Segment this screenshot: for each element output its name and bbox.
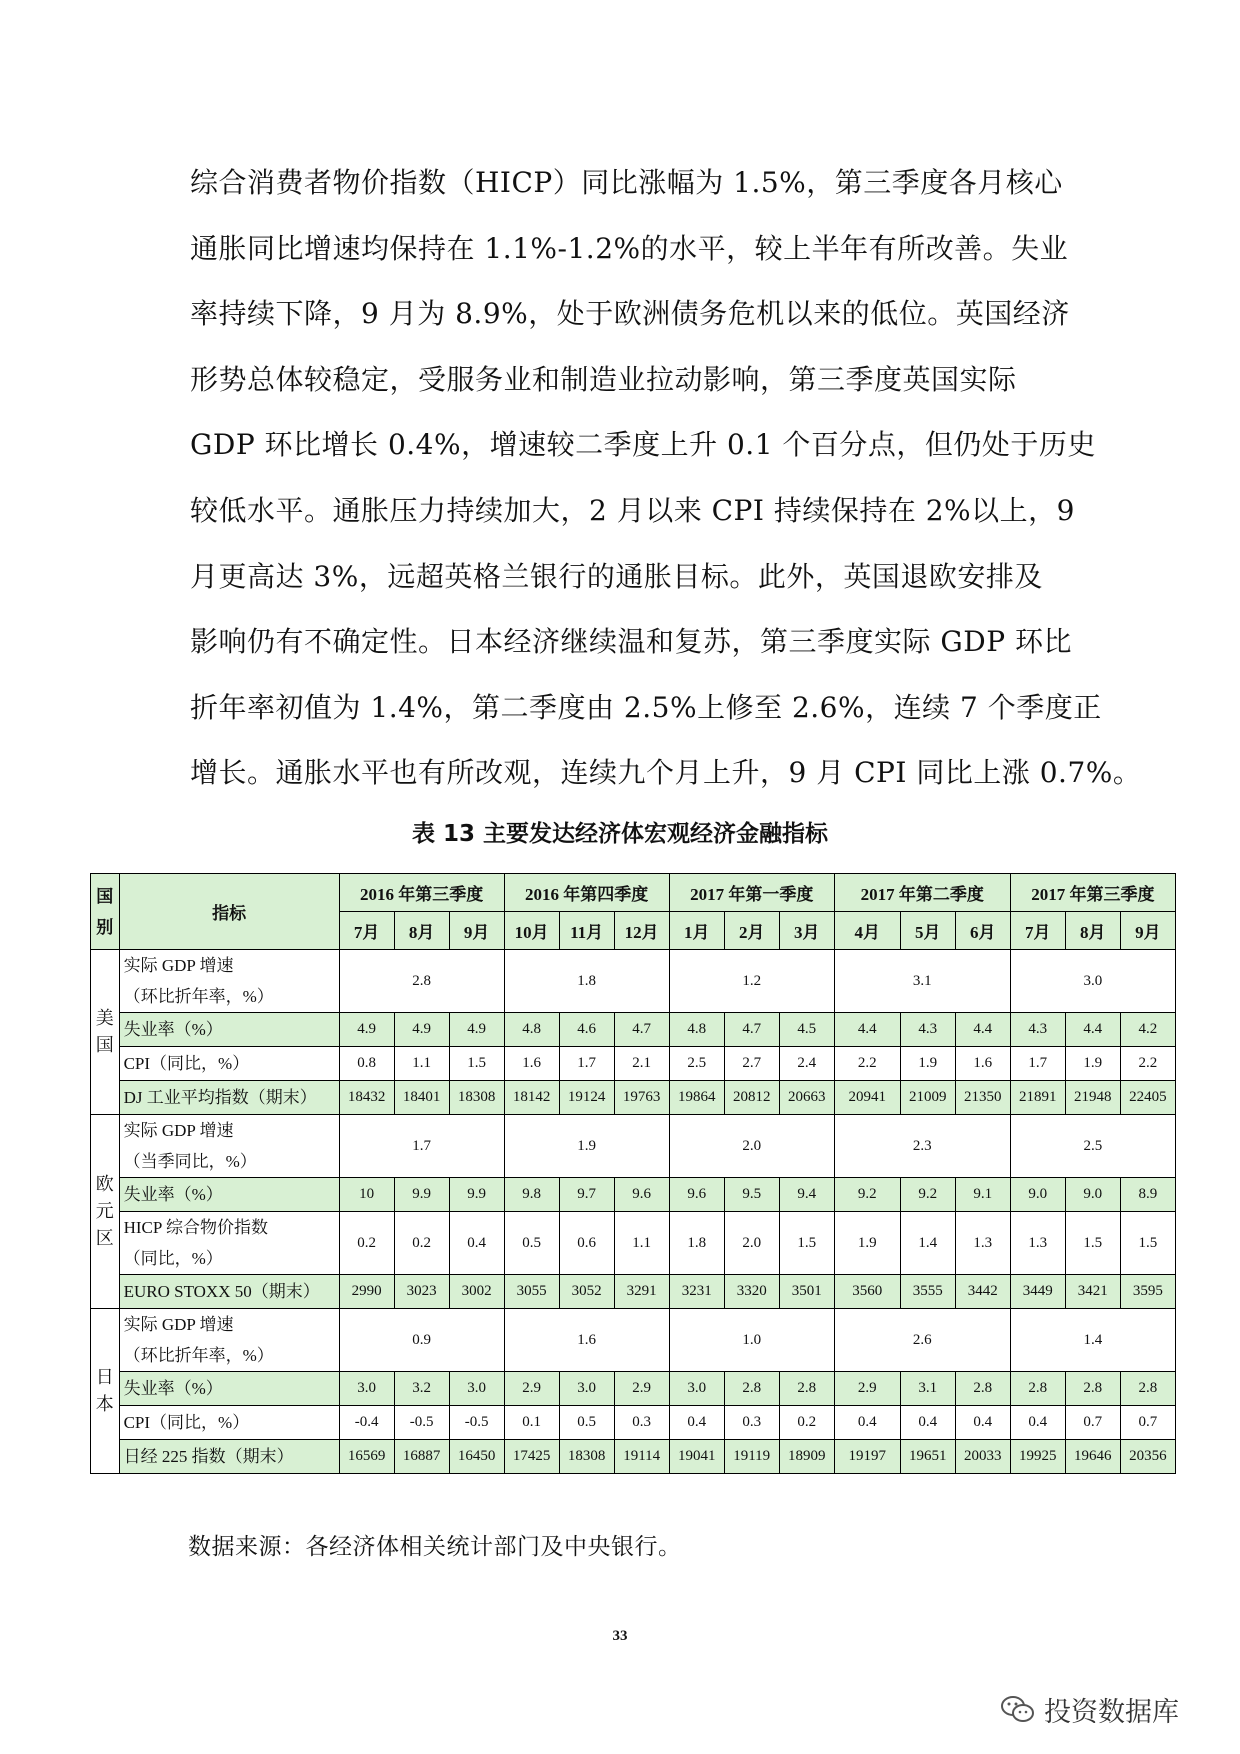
quarterly-value: 2.8: [339, 950, 504, 1013]
quarterly-value: 1.8: [504, 950, 669, 1013]
indicator-label-line: 实际 GDP 增速: [123, 956, 234, 975]
indicator-label-line: （环比折年率，%）: [123, 1346, 274, 1365]
monthly-value: 3055: [504, 1275, 559, 1309]
monthly-value: 21948: [1065, 1081, 1120, 1115]
monthly-value: 18308: [559, 1440, 614, 1474]
monthly-value: 2.2: [1120, 1047, 1175, 1081]
monthly-value: 3442: [955, 1275, 1010, 1309]
monthly-value: 22405: [1120, 1081, 1175, 1115]
monthly-value: 1.5: [1120, 1212, 1175, 1275]
indicator-label-line: 失业率（%）: [123, 1379, 223, 1398]
table-row: [91, 1013, 1176, 1047]
indicator-label: [119, 1372, 339, 1406]
quarterly-value: 1.4: [1010, 1309, 1175, 1372]
monthly-value: 9.0: [1010, 1178, 1065, 1212]
monthly-value: 4.3: [900, 1013, 955, 1047]
quarterly-value: 1.0: [669, 1309, 834, 1372]
quarterly-value: 2.6: [834, 1309, 1010, 1372]
quarterly-value: 3.1: [834, 950, 1010, 1013]
monthly-value: 0.3: [614, 1406, 669, 1440]
header-quarter: 2016 年第三季度: [339, 874, 504, 912]
indicator-label: [119, 1081, 339, 1115]
indicator-label-line: EURO STOXX 50（期末）: [123, 1282, 320, 1301]
indicator-label-line: 实际 GDP 增速: [123, 1315, 234, 1334]
monthly-value: 4.6: [559, 1013, 614, 1047]
body-line: 增长。通胀水平也有所改观，连续九个月上升，9 月 CPI 同比上涨 0.7%。: [190, 756, 1142, 790]
monthly-value: 2.8: [1120, 1372, 1175, 1406]
indicator-label: [119, 1115, 339, 1178]
monthly-value: 9.1: [955, 1178, 1010, 1212]
body-line: 影响仍有不确定性。日本经济继续温和复苏，第三季度实际 GDP 环比: [190, 625, 1072, 659]
monthly-value: 21891: [1010, 1081, 1065, 1115]
data-source-note: 数据来源：各经济体相关统计部门及中央银行。: [188, 1534, 682, 1560]
monthly-value: 3560: [834, 1275, 900, 1309]
monthly-value: 3.2: [394, 1372, 449, 1406]
header-month: 5月: [900, 912, 955, 950]
header-month: 12月: [614, 912, 669, 950]
header-country-char: 别: [96, 917, 114, 937]
header-month: 7月: [1010, 912, 1065, 950]
country-char: 欧: [95, 1174, 114, 1194]
monthly-value: 9.2: [900, 1178, 955, 1212]
monthly-value: 0.4: [900, 1406, 955, 1440]
quarterly-value: 2.0: [669, 1115, 834, 1178]
monthly-value: 4.3: [1010, 1013, 1065, 1047]
monthly-value: 18308: [449, 1081, 504, 1115]
monthly-value: -0.4: [339, 1406, 394, 1440]
monthly-value: 20663: [779, 1081, 834, 1115]
country-char: 日: [95, 1367, 114, 1387]
monthly-value: 9.5: [724, 1178, 779, 1212]
body-line: 形势总体较稳定，受服务业和制造业拉动影响，第三季度英国实际: [190, 362, 1017, 396]
country-cell: [91, 1115, 120, 1309]
indicator-label-line: 实际 GDP 增速: [123, 1121, 234, 1140]
monthly-value: 19925: [1010, 1440, 1065, 1474]
monthly-value: 20033: [955, 1440, 1010, 1474]
monthly-value: 1.9: [900, 1047, 955, 1081]
country-char: 区: [95, 1228, 114, 1248]
monthly-value: 0.7: [1120, 1406, 1175, 1440]
monthly-value: 16450: [449, 1440, 504, 1474]
monthly-value: 4.9: [394, 1013, 449, 1047]
monthly-value: 1.4: [900, 1212, 955, 1275]
monthly-value: 1.5: [779, 1212, 834, 1275]
monthly-value: 3023: [394, 1275, 449, 1309]
indicator-label-line: （当季同比，%）: [123, 1152, 257, 1171]
indicator-label-line: CPI（同比，%）: [123, 1413, 250, 1432]
header-month: 4月: [834, 912, 900, 950]
indicator-label: [119, 1406, 339, 1440]
monthly-value: 2.8: [779, 1372, 834, 1406]
country-char: 国: [95, 1035, 114, 1055]
monthly-value: 1.8: [669, 1212, 724, 1275]
indicator-label-line: DJ 工业平均指数（期末）: [123, 1088, 317, 1107]
monthly-value: 1.5: [1065, 1212, 1120, 1275]
monthly-value: 3421: [1065, 1275, 1120, 1309]
monthly-value: 2.8: [955, 1372, 1010, 1406]
header-month: 8月: [1065, 912, 1120, 950]
body-line: GDP 环比增长 0.4%，增速较二季度上升 0.1 个百分点，但仍处于历史: [190, 428, 1096, 462]
monthly-value: 1.3: [955, 1212, 1010, 1275]
monthly-value: 3.0: [339, 1372, 394, 1406]
indicator-label: [119, 950, 339, 1013]
header-quarter: 2017 年第二季度: [834, 874, 1010, 912]
country-cell: [91, 1309, 120, 1474]
table-row: [91, 1372, 1176, 1406]
indicator-label-line: 失业率（%）: [123, 1020, 223, 1039]
indicator-label: [119, 1047, 339, 1081]
monthly-value: 3002: [449, 1275, 504, 1309]
monthly-value: 0.4: [669, 1406, 724, 1440]
monthly-value: 18401: [394, 1081, 449, 1115]
monthly-value: 3231: [669, 1275, 724, 1309]
monthly-value: 8.9: [1120, 1178, 1175, 1212]
header-indicator: 指标: [119, 874, 339, 950]
indicator-label-line: （同比，%）: [123, 1249, 223, 1268]
monthly-value: 2.1: [614, 1047, 669, 1081]
monthly-value: 0.2: [394, 1212, 449, 1275]
monthly-value: 1.1: [614, 1212, 669, 1275]
monthly-value: 20356: [1120, 1440, 1175, 1474]
header-month: 10月: [504, 912, 559, 950]
monthly-value: 1.3: [1010, 1212, 1065, 1275]
monthly-value: 2.7: [724, 1047, 779, 1081]
monthly-value: 0.4: [834, 1406, 900, 1440]
quarterly-value: 1.2: [669, 950, 834, 1013]
monthly-value: 4.9: [449, 1013, 504, 1047]
monthly-value: -0.5: [449, 1406, 504, 1440]
monthly-value: 9.6: [669, 1178, 724, 1212]
table-row: [91, 1275, 1176, 1309]
monthly-value: 4.8: [504, 1013, 559, 1047]
header-month: 2月: [724, 912, 779, 950]
monthly-value: 9.6: [614, 1178, 669, 1212]
monthly-value: 0.4: [955, 1406, 1010, 1440]
table-row: [91, 950, 1176, 1013]
monthly-value: 19864: [669, 1081, 724, 1115]
indicator-label-line: HICP 综合物价指数: [123, 1218, 268, 1237]
watermark-text: 投资数据库: [1044, 1697, 1179, 1728]
monthly-value: 19114: [614, 1440, 669, 1474]
header-month: 11月: [559, 912, 614, 950]
monthly-value: 16569: [339, 1440, 394, 1474]
quarterly-value: 3.0: [1010, 950, 1175, 1013]
monthly-value: 19197: [834, 1440, 900, 1474]
monthly-value: 1.6: [955, 1047, 1010, 1081]
indicator-label: [119, 1275, 339, 1309]
monthly-value: 4.2: [1120, 1013, 1175, 1047]
monthly-value: 0.1: [504, 1406, 559, 1440]
monthly-value: 0.5: [504, 1212, 559, 1275]
header-month: 8月: [394, 912, 449, 950]
monthly-value: 19763: [614, 1081, 669, 1115]
monthly-value: 9.4: [779, 1178, 834, 1212]
monthly-value: 3501: [779, 1275, 834, 1309]
indicator-label-line: CPI（同比，%）: [123, 1054, 250, 1073]
table-row: [91, 1115, 1176, 1178]
monthly-value: 2.2: [834, 1047, 900, 1081]
wechat-icon: [1000, 1694, 1036, 1726]
header-month: 1月: [669, 912, 724, 950]
header-quarter: 2017 年第一季度: [669, 874, 834, 912]
quarterly-value: 2.5: [1010, 1115, 1175, 1178]
monthly-value: 9.9: [449, 1178, 504, 1212]
monthly-value: 4.4: [1065, 1013, 1120, 1047]
monthly-value: 2.4: [779, 1047, 834, 1081]
monthly-value: 1.6: [504, 1047, 559, 1081]
body-line: 折年率初值为 1.4%，第二季度由 2.5%上修至 2.6%，连续 7 个季度正: [190, 690, 1102, 724]
monthly-value: 20941: [834, 1081, 900, 1115]
monthly-value: 21009: [900, 1081, 955, 1115]
monthly-value: 0.4: [449, 1212, 504, 1275]
page-number: 33: [612, 1628, 628, 1644]
header-month: 9月: [449, 912, 504, 950]
monthly-value: 4.4: [834, 1013, 900, 1047]
country-char: 元: [95, 1201, 114, 1221]
monthly-value: 3449: [1010, 1275, 1065, 1309]
monthly-value: 19041: [669, 1440, 724, 1474]
macro-indicators-table: [90, 873, 1176, 1474]
monthly-value: 4.9: [339, 1013, 394, 1047]
header-country: [91, 874, 120, 950]
monthly-value: 2.8: [1065, 1372, 1120, 1406]
monthly-value: 0.3: [724, 1406, 779, 1440]
indicator-label: [119, 1178, 339, 1212]
monthly-value: 4.4: [955, 1013, 1010, 1047]
monthly-value: 20812: [724, 1081, 779, 1115]
body-line: 月更高达 3%，远超英格兰银行的通胀目标。此外，英国退欧安排及: [190, 559, 1043, 593]
quarterly-value: 1.7: [339, 1115, 504, 1178]
quarterly-value: 2.3: [834, 1115, 1010, 1178]
monthly-value: 1.7: [559, 1047, 614, 1081]
indicator-label: [119, 1440, 339, 1474]
monthly-value: 3.0: [449, 1372, 504, 1406]
monthly-value: 0.2: [339, 1212, 394, 1275]
monthly-value: 1.9: [834, 1212, 900, 1275]
monthly-value: 4.7: [724, 1013, 779, 1047]
monthly-value: 9.7: [559, 1178, 614, 1212]
monthly-value: 1.9: [1065, 1047, 1120, 1081]
monthly-value: 19124: [559, 1081, 614, 1115]
monthly-value: 2.9: [614, 1372, 669, 1406]
body-line: 综合消费者物价指数（HICP）同比涨幅为 1.5%，第三季度各月核心: [190, 166, 1063, 199]
monthly-value: 1.7: [1010, 1047, 1065, 1081]
table-row: [91, 1178, 1176, 1212]
monthly-value: 2.9: [504, 1372, 559, 1406]
monthly-value: 3.0: [559, 1372, 614, 1406]
table-row: [91, 1212, 1176, 1275]
monthly-value: 9.2: [834, 1178, 900, 1212]
monthly-value: 19119: [724, 1440, 779, 1474]
header-month: 9月: [1120, 912, 1175, 950]
body-text: [190, 150, 1142, 806]
monthly-value: 3.0: [669, 1372, 724, 1406]
header-country-char: 国: [96, 886, 114, 906]
quarterly-value: 1.6: [504, 1309, 669, 1372]
monthly-value: 19646: [1065, 1440, 1120, 1474]
monthly-value: 18909: [779, 1440, 834, 1474]
monthly-value: 9.0: [1065, 1178, 1120, 1212]
monthly-value: 18142: [504, 1081, 559, 1115]
monthly-value: 0.2: [779, 1406, 834, 1440]
indicator-label-line: （环比折年率，%）: [123, 987, 274, 1006]
indicator-label: [119, 1212, 339, 1275]
monthly-value: 1.5: [449, 1047, 504, 1081]
quarterly-value: 1.9: [504, 1115, 669, 1178]
monthly-value: 19651: [900, 1440, 955, 1474]
monthly-value: 0.7: [1065, 1406, 1120, 1440]
table-row: [91, 1309, 1176, 1372]
header-quarter: 2017 年第三季度: [1010, 874, 1175, 912]
monthly-value: 0.5: [559, 1406, 614, 1440]
table-row: [91, 1081, 1176, 1115]
header-quarter: 2016 年第四季度: [504, 874, 669, 912]
monthly-value: 9.8: [504, 1178, 559, 1212]
monthly-value: 3291: [614, 1275, 669, 1309]
monthly-value: 4.7: [614, 1013, 669, 1047]
header-month: 6月: [955, 912, 1010, 950]
monthly-value: 4.8: [669, 1013, 724, 1047]
indicator-label-line: 失业率（%）: [123, 1185, 223, 1204]
monthly-value: 2.8: [724, 1372, 779, 1406]
table-caption: 表 13 主要发达经济体宏观经济金融指标: [411, 821, 829, 847]
table-row: [91, 1406, 1176, 1440]
monthly-value: 16887: [394, 1440, 449, 1474]
monthly-value: 3555: [900, 1275, 955, 1309]
watermark: [1000, 1690, 1179, 1729]
monthly-value: 17425: [504, 1440, 559, 1474]
monthly-value: -0.5: [394, 1406, 449, 1440]
monthly-value: 10: [339, 1178, 394, 1212]
monthly-value: 18432: [339, 1081, 394, 1115]
body-line: 率持续下降，9 月为 8.9%，处于欧洲债务危机以来的低位。英国经济: [190, 297, 1070, 331]
quarterly-value: 0.9: [339, 1309, 504, 1372]
monthly-value: 3052: [559, 1275, 614, 1309]
indicator-label: [119, 1013, 339, 1047]
monthly-value: 2.9: [834, 1372, 900, 1406]
monthly-value: 2.0: [724, 1212, 779, 1275]
monthly-value: 1.1: [394, 1047, 449, 1081]
table-row: [91, 1440, 1176, 1474]
monthly-value: 2990: [339, 1275, 394, 1309]
body-line: 较低水平。通胀压力持续加大，2 月以来 CPI 持续保持在 2%以上，9: [190, 493, 1075, 527]
indicator-label: [119, 1309, 339, 1372]
monthly-value: 2.5: [669, 1047, 724, 1081]
monthly-value: 2.8: [1010, 1372, 1065, 1406]
monthly-value: 3595: [1120, 1275, 1175, 1309]
table-row: [91, 1047, 1176, 1081]
monthly-value: 0.4: [1010, 1406, 1065, 1440]
body-line: 通胀同比增速均保持在 1.1%-1.2%的水平，较上半年有所改善。失业: [190, 231, 1069, 265]
country-char: 本: [95, 1394, 114, 1414]
header-month: 7月: [339, 912, 394, 950]
monthly-value: 21350: [955, 1081, 1010, 1115]
monthly-value: 3320: [724, 1275, 779, 1309]
monthly-value: 0.6: [559, 1212, 614, 1275]
header-month: 3月: [779, 912, 834, 950]
country-char: 美: [95, 1008, 114, 1028]
monthly-value: 3.1: [900, 1372, 955, 1406]
country-cell: [91, 950, 120, 1115]
monthly-value: 9.9: [394, 1178, 449, 1212]
monthly-value: 4.5: [779, 1013, 834, 1047]
indicator-label-line: 日经 225 指数（期末）: [123, 1447, 294, 1466]
monthly-value: 0.8: [339, 1047, 394, 1081]
